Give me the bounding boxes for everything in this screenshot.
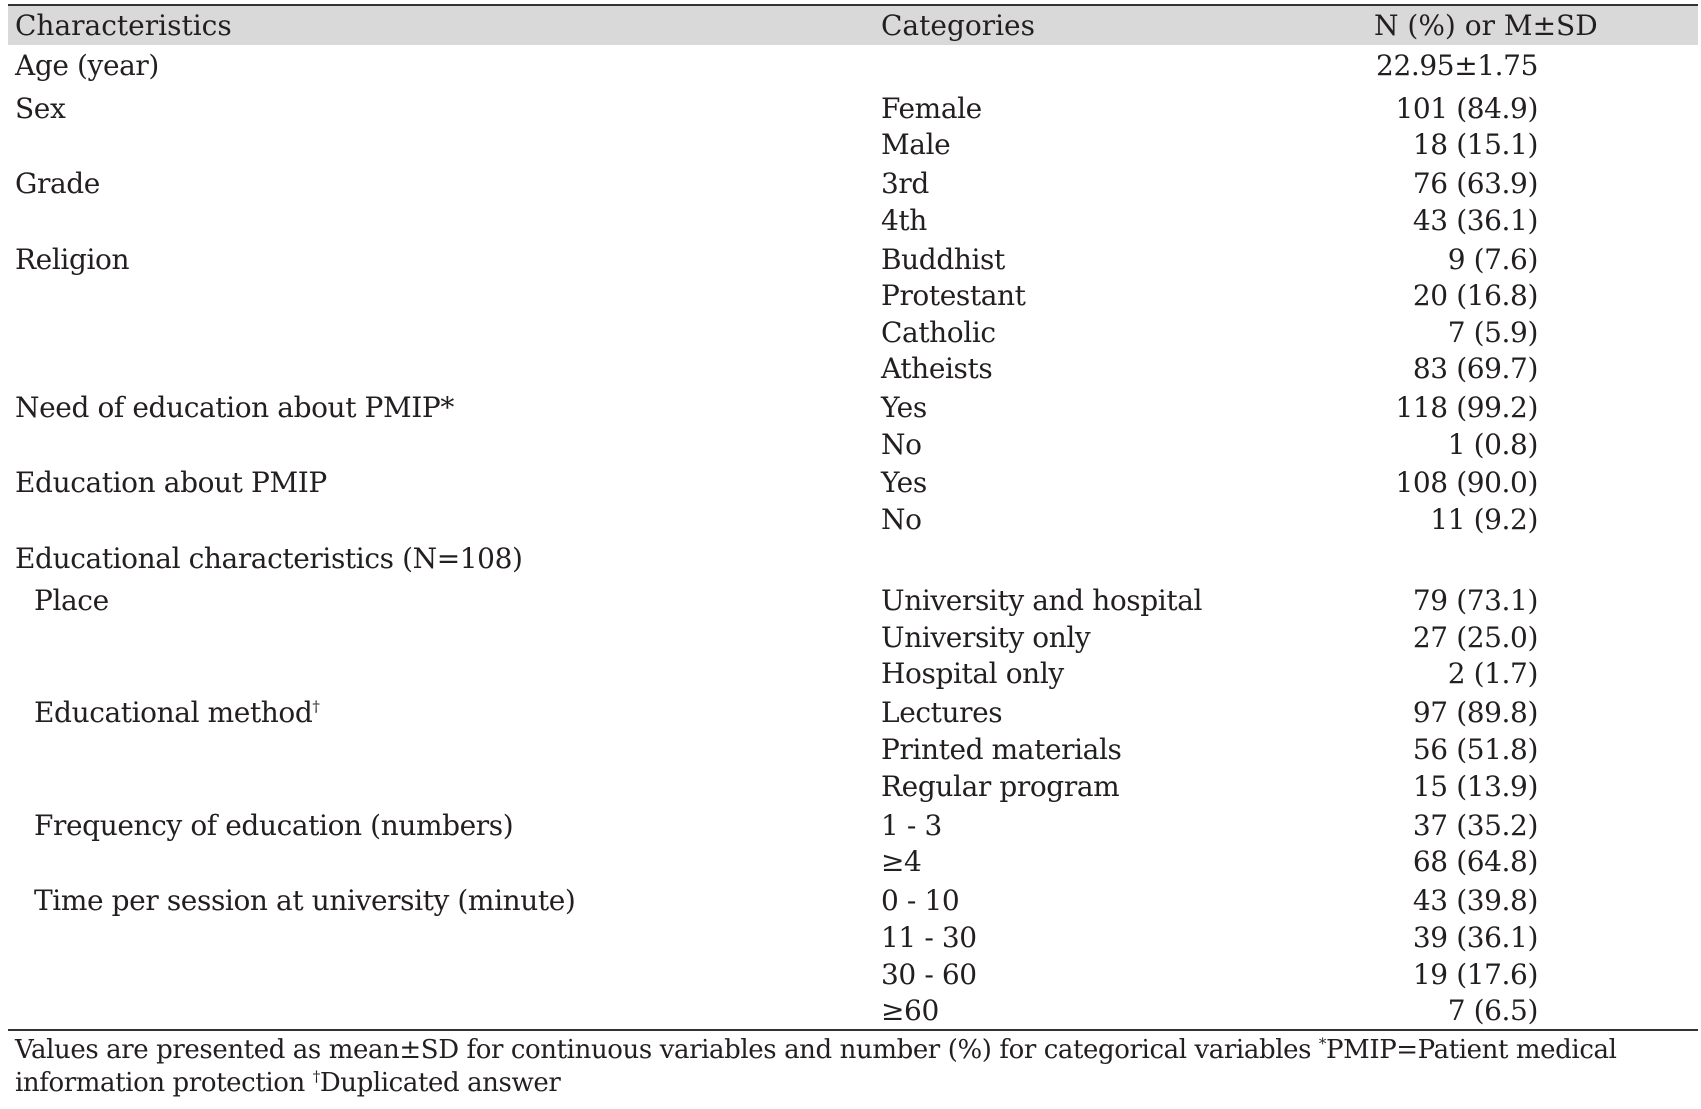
row-value: 22.95±1.75 [1376,49,1538,82]
row-characteristic: Sex [15,92,66,125]
row-category: 1 - 3 [881,809,942,842]
row-value: 97 (89.8) [1412,696,1538,729]
row-category: 11 - 30 [881,921,977,954]
row-category: Lectures [881,696,1003,729]
row-value: 9 (7.6) [1447,243,1538,276]
row-category: Protestant [881,279,1026,312]
row-value: 7 (5.9) [1447,316,1538,349]
row-value: 101 (84.9) [1395,92,1538,125]
row-value: 7 (6.5) [1447,994,1538,1027]
footnote-text-3: Duplicated answer [319,1068,561,1098]
row-category: Buddhist [881,243,1005,276]
dagger-marker: † [312,697,320,716]
row-category: No [881,503,922,536]
row-category: Male [881,128,951,161]
row-value: 19 (17.6) [1412,958,1538,991]
row-value: 37 (35.2) [1412,809,1538,842]
row-value: 83 (69.7) [1412,352,1538,385]
row-value: 68 (64.8) [1412,845,1538,878]
row-value: 118 (99.2) [1395,391,1538,424]
row-category: No [881,428,922,461]
row-category: Yes [881,391,927,424]
table-footnote [15,1034,1665,1100]
row-characteristic: Grade [15,167,100,200]
row-characteristic-text: Educational method [34,696,313,729]
row-category: Hospital only [881,657,1064,690]
row-category: Printed materials [881,733,1122,766]
row-category: 0 - 10 [881,884,960,917]
row-category: Yes [881,466,927,499]
row-characteristic: Age (year) [15,49,159,82]
table-header [8,6,1698,45]
row-category: Regular program [881,770,1120,803]
row-characteristic: Religion [15,243,130,276]
footnote-text-1: Values are presented as mean±SD for continuous variables and number (%) for categorical variables [15,1035,1319,1065]
footnote-text-2: PMIP=Patient medical information protection [15,1035,1617,1098]
row-characteristic: Education about PMIP [15,466,327,499]
row-characteristic: Educational characteristics (N=108) [15,542,523,575]
row-category: 4th [881,204,927,237]
row-value: 76 (63.9) [1412,167,1538,200]
row-value: 20 (16.8) [1412,279,1538,312]
row-value: 15 (13.9) [1412,770,1538,803]
table-bottom-rule [8,1029,1698,1031]
row-category: ≥4 [881,845,922,878]
header-value: N (%) or M±SD [1374,9,1598,42]
row-value: 27 (25.0) [1412,621,1538,654]
header-categories: Categories [881,9,1035,42]
row-characteristic: Place [34,584,109,617]
header-characteristics: Characteristics [15,9,232,42]
row-category: Catholic [881,316,996,349]
row-category: 3rd [881,167,929,200]
row-category: University only [881,621,1091,654]
row-value: 43 (39.8) [1412,884,1538,917]
row-characteristic: Frequency of education (numbers) [34,809,514,842]
row-value: 11 (9.2) [1430,503,1538,536]
row-characteristic: Time per session at university (minute) [34,884,576,917]
row-category: Atheists [881,352,993,385]
row-category: 30 - 60 [881,958,977,991]
row-value: 43 (36.1) [1412,204,1538,237]
row-value: 1 (0.8) [1447,428,1538,461]
row-value: 56 (51.8) [1412,733,1538,766]
row-value: 108 (90.0) [1395,466,1538,499]
row-value: 18 (15.1) [1412,128,1538,161]
row-category: University and hospital [881,584,1203,617]
row-characteristic: Need of education about PMIP* [15,391,454,424]
row-value: 2 (1.7) [1447,657,1538,690]
footnote-dagger: † [312,1067,320,1086]
row-value: 79 (73.1) [1412,584,1538,617]
footnote-asterisk: * [1318,1034,1327,1053]
row-category: ≥60 [881,994,939,1027]
row-value: 39 (36.1) [1412,921,1538,954]
row-category: Female [881,92,982,125]
